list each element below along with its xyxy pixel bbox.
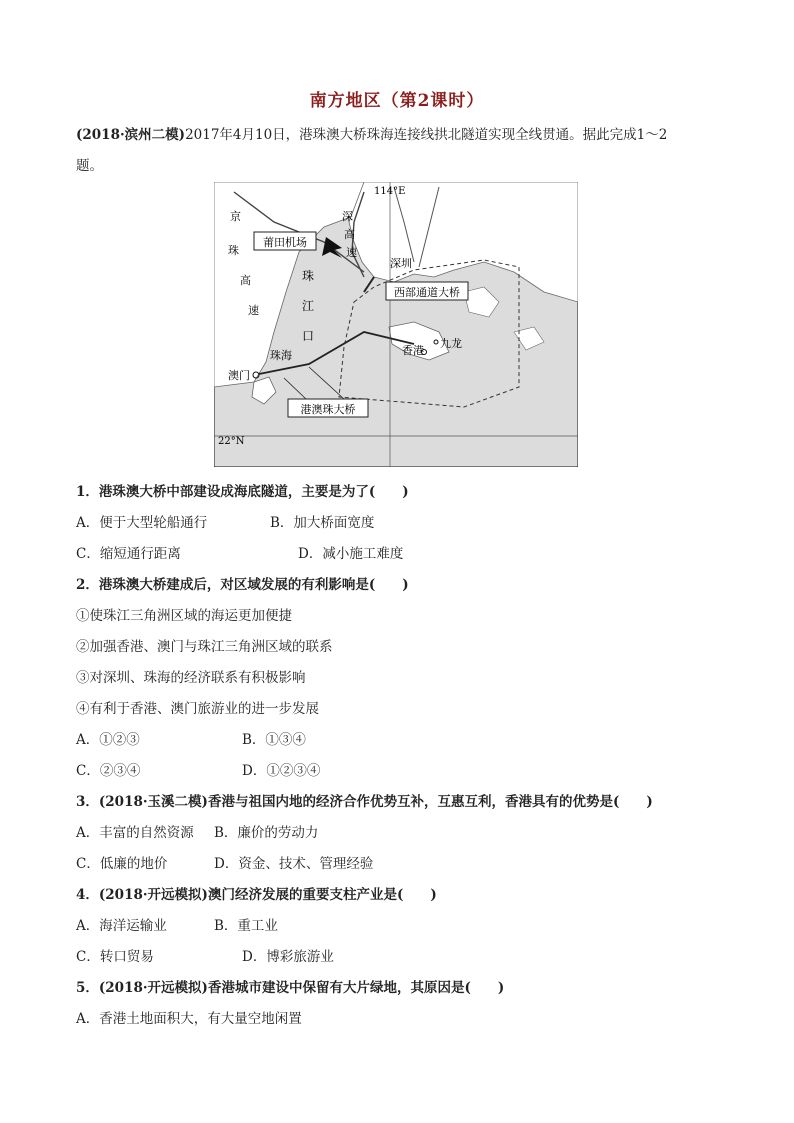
question-1-option-a: A．便于大型轮船通行 [76,515,208,531]
intro-paragraph [76,120,716,182]
label-su2: 速 [346,246,357,259]
label-gao: 高 [240,274,251,287]
intro-text: 2017年4月10日，港珠澳大桥珠海连接线拱北隧道实现全线贯通。据此完成1～2 [185,127,668,143]
page-title: 南方地区（第2课时） [309,91,485,111]
label-zhuhai: 珠海 [270,349,292,362]
question-3-stem: 3．(2018·玉溪二模)香港与祖国内地的经济合作优势互补，互惠互利，香港具有的优势是( ) [76,794,653,810]
question-5-stem: 5．(2018·开远模拟)香港城市建设中保留有大片绿地，其原因是( ) [76,980,505,996]
question-4-stem: 4．(2018·开远模拟)澳门经济发展的重要支柱产业是( ) [76,887,437,903]
question-2-option-b: B．①③④ [242,732,306,748]
label-macau: 澳门 [228,369,250,382]
question-3-option-a: A．丰富的自然资源 [76,825,194,841]
question-2-option-c: C．②③④ [76,763,141,779]
label-pearl-1: 珠 [302,269,315,283]
label-west-bridge: 西部通道大桥 [394,286,460,299]
label-hzm-bridge: 港澳珠大桥 [300,403,356,416]
question-4-option-b: B．重工业 [214,918,278,934]
label-zhu: 珠 [228,244,239,257]
question-1-option-b: B．加大桥面宽度 [270,515,375,531]
intro-source: (2018·滨州二模) [76,127,186,143]
question-2-option-a: A．①②③ [76,732,140,748]
label-gao2: 高 [344,228,355,241]
question-4-option-c: C．转口贸易 [76,949,154,965]
label-pearl-3: 口 [302,329,315,343]
label-su: 速 [248,304,259,317]
label-shen: 深 [342,210,353,223]
question-2-statement-3: ③对深圳、珠海的经济联系有积极影响 [76,670,306,686]
label-kowloon: 九龙 [440,337,462,350]
label-pearl-2: 江 [302,299,315,313]
question-2-statement-2: ②加强香港、澳门与珠江三角洲区域的联系 [76,639,333,655]
question-1-option-d: D．减小施工难度 [298,546,404,562]
question-4-option-a: A．海洋运输业 [76,918,167,934]
question-3-option-b: B．廉价的劳动力 [214,825,319,841]
label-jing: 京 [230,210,241,223]
label-hongkong: 香港 [402,344,424,357]
question-2-stem: 2．港珠澳大桥建成后，对区域发展的有利影响是( ) [76,577,409,593]
question-1-option-c: C．缩短通行距离 [76,546,181,562]
intro-text-cont: 题。 [76,158,103,174]
question-5-option-a: A．香港土地面积大，有大量空地闲置 [76,1011,302,1027]
question-4-option-d: D．博彩旅游业 [242,949,334,965]
label-airport: 莆田机场 [263,236,307,249]
question-2-statement-1: ①使珠江三角洲区域的海运更加便捷 [76,608,292,624]
question-3-option-d: D．资金、技术、管理经验 [214,856,374,872]
label-lon: 114°E [374,186,406,197]
question-1-stem: 1．港珠澳大桥中部建设成海底隧道，主要是为了( ) [76,484,409,500]
map-figure [214,182,578,467]
question-2-statement-4: ④有利于香港、澳门旅游业的进一步发展 [76,701,319,717]
question-2-option-d: D．①②③④ [242,763,321,779]
label-shenzhen: 深圳 [390,257,412,270]
label-lat: 22°N [218,436,245,447]
question-3-option-c: C．低廉的地价 [76,856,168,872]
